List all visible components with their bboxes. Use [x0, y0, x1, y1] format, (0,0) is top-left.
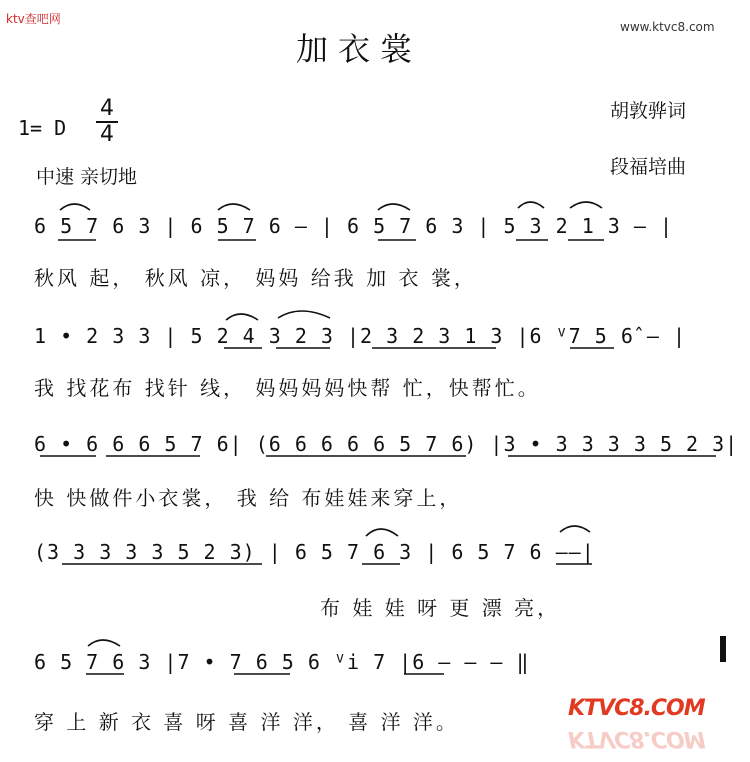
slur-mark: [226, 314, 258, 320]
slur-mark: [570, 202, 602, 208]
slur-mark: [366, 529, 398, 536]
ktvc8-logo-reflection: KTVC8.COM: [568, 726, 705, 751]
slur-mark: [518, 202, 544, 208]
notation-row-2: 1 • 2 3 3 | 5 2 4 3 2 3 |2 3 2 3 1 3 |6 ⱽ7 5 6̂ — |: [34, 324, 687, 348]
key-signature: 1= D: [18, 116, 67, 140]
time-signature-top: 4: [100, 96, 114, 121]
watermark-url: www.ktvc8.com: [620, 20, 715, 34]
time-signature-bottom: 4: [100, 122, 114, 147]
slur-mark: [60, 204, 90, 210]
notation-row-3: 6 • 6 6 6 5 7 6| (6 6 6 6 6 5 7 6) |3 • 3 3 3 3 5 2 3|: [34, 432, 739, 456]
lyrics-row-1: 秋风 起， 秋风 凉， 妈妈 给我 加 衣 裳，: [34, 266, 477, 290]
notation-row-5: 6 5 7 6 3 |7 • 7 6 5 6 ⱽi 7 |6 — — — ‖: [34, 650, 530, 674]
composer-credit: 段福培曲: [610, 156, 687, 178]
lyrics-row-5: 穿 上 新 衣 喜 呀 喜 洋 洋， 喜 洋 洋。: [34, 710, 459, 734]
notation-row-1: 6 5 7 6 3 | 6 5 7 6 — | 6 5 7 6 3 | 5 3 2 1 3 — |: [34, 214, 674, 238]
song-title: 加衣裳: [296, 30, 423, 68]
slur-mark: [378, 204, 410, 210]
slur-mark: [560, 526, 590, 532]
lyrics-row-2: 我 找花布 找针 线， 妈妈妈妈快帮 忙，快帮忙。: [34, 376, 541, 400]
lyrics-row-4: 布 娃 娃 呀 更 漂 亮，: [320, 596, 561, 620]
lyricist-credit: 胡敦骅词: [610, 100, 687, 122]
slur-mark: [278, 311, 330, 318]
final-barline: [720, 636, 726, 662]
tempo-marking: 中速 亲切地: [36, 166, 138, 188]
notation-row-4: (3 3 3 3 3 5 2 3) | 6 5 7 6 3 | 6 5 7 6 ——|: [34, 540, 595, 564]
slur-mark: [218, 204, 250, 210]
ktvc8-logo: KTVC8.COM: [568, 696, 705, 721]
watermark-site-name: ktv查吧网: [6, 12, 61, 26]
lyrics-row-3: 快 快做件小衣裳， 我 给 布娃娃来穿上，: [34, 486, 463, 510]
slur-mark: [88, 640, 120, 646]
